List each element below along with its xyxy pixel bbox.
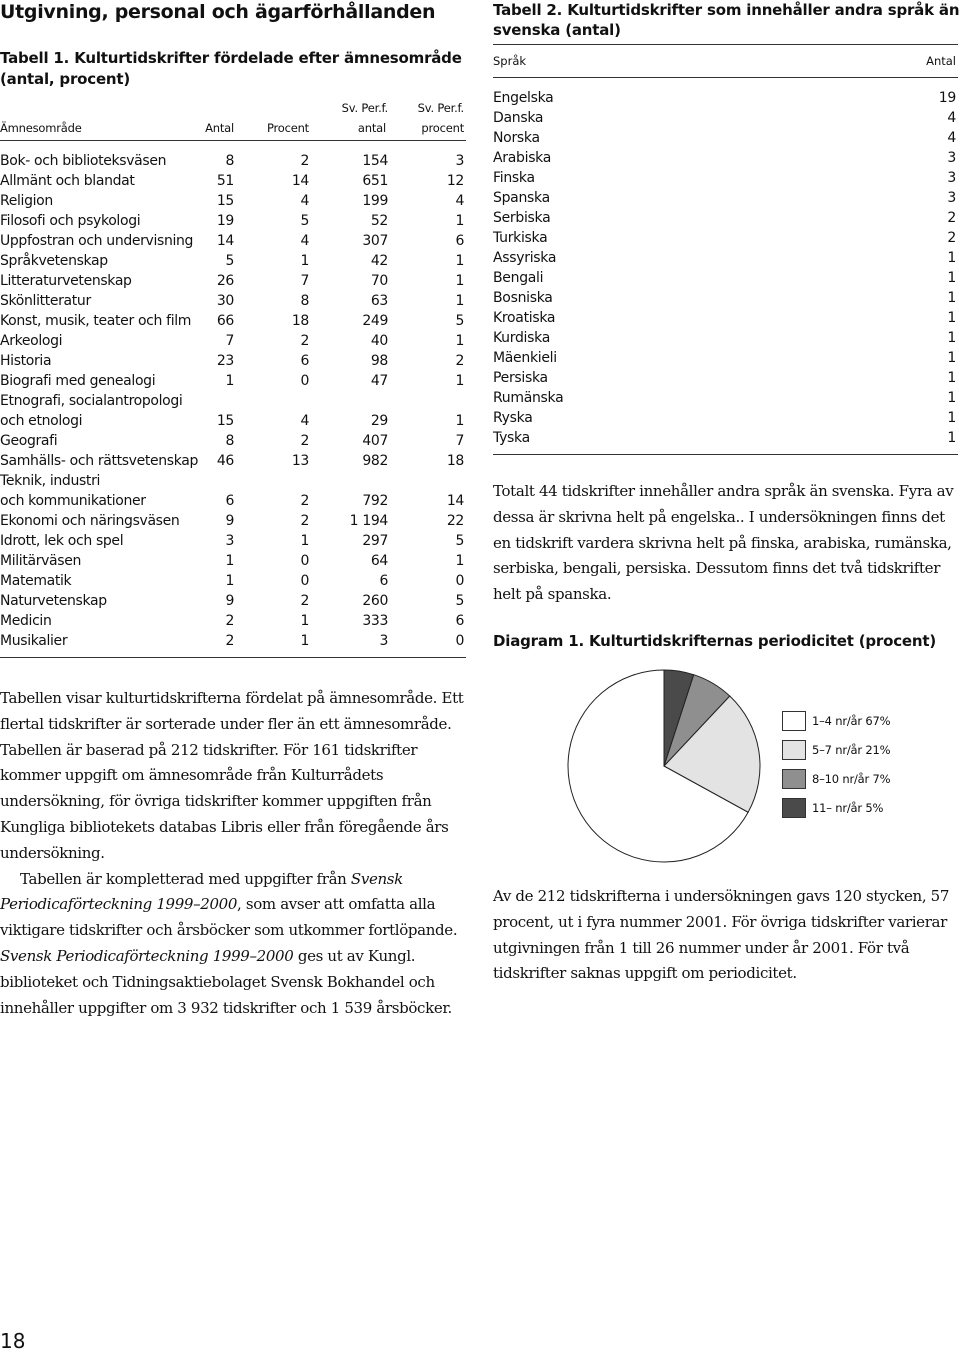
cell-sv-procent: 3	[455, 153, 464, 169]
note-text: Tabellen är kompletterad med uppgifter från	[20, 869, 351, 888]
table-row	[0, 391, 466, 431]
cell-procent: 2	[300, 493, 309, 509]
cell-language: Finska	[493, 170, 535, 186]
page-heading: Utgivning, personal och ägarförhållanden	[0, 1, 436, 23]
cell-sv-procent: 18	[446, 453, 464, 469]
table-row	[493, 428, 958, 448]
table-row	[0, 571, 466, 591]
chart-legend	[782, 711, 932, 827]
table-row	[493, 168, 958, 188]
cell-sv-procent: 1	[455, 213, 464, 229]
languages-note-paragraph: Totalt 44 tidskrifter innehåller andra språk än svenska. Fyra av dessa är skrivna helt på engelska.. I undersökningen finns det en tidskrift vardera skrivna helt på finska, arabiska, rumänska, serbiska, bengali, persiska. Dessutom finns det två tidskrifter helt på spanska.	[493, 482, 954, 604]
cell-antal: 1	[947, 390, 956, 406]
cell-sv-antal: 249	[362, 313, 388, 329]
table1-header	[0, 96, 466, 140]
cell-antal: 1	[947, 410, 956, 426]
table-row	[0, 291, 466, 311]
cell-procent: 0	[300, 553, 309, 569]
table-row	[493, 108, 958, 128]
cell-sv-antal: 40	[370, 333, 388, 349]
cell-sv-antal: 982	[362, 453, 388, 469]
cell-sv-procent: 5	[455, 313, 464, 329]
col-header-antal: Antal	[926, 54, 956, 68]
cell-procent: 4	[300, 233, 309, 249]
col-header-sv-procent-top: Sv. Per.f.	[417, 101, 464, 115]
cell-sv-antal: 651	[362, 173, 388, 189]
cell-procent: 2	[300, 433, 309, 449]
cell-subject	[0, 211, 140, 231]
table-row	[493, 288, 958, 308]
cell-sv-procent: 0	[455, 573, 464, 589]
table1-bottom-rule	[0, 657, 466, 658]
table1-caption: Tabell 1. Kulturtidskrifter fördelade efter ämnesområde (antal, procent)	[0, 49, 462, 88]
cell-sv-antal: 29	[370, 413, 388, 429]
col-header-subject: Ämnesområde	[0, 121, 82, 135]
subject-name: Skönlitteratur	[0, 293, 91, 309]
subject-name: Naturvetenskap	[0, 593, 107, 609]
cell-procent: 1	[300, 633, 309, 649]
cell-sv-procent: 1	[455, 293, 464, 309]
cell-procent: 1	[300, 533, 309, 549]
cell-sv-antal: 1 194	[349, 513, 388, 529]
cell-subject	[0, 351, 51, 371]
cell-procent: 6	[300, 353, 309, 369]
legend-label: 1–4 nr/år 67%	[812, 714, 891, 728]
col-header-sv-antal-top: Sv. Per.f.	[341, 101, 388, 115]
table-row	[493, 268, 958, 288]
cell-language: Ryska	[493, 410, 533, 426]
cell-procent: 2	[300, 513, 309, 529]
cell-subject	[0, 291, 91, 311]
legend-label: 8–10 nr/år 7%	[812, 772, 891, 786]
cell-antal: 9	[225, 513, 234, 529]
legend-item	[782, 740, 932, 769]
table-row	[0, 631, 466, 651]
cell-sv-procent: 4	[455, 193, 464, 209]
cell-antal: 15	[216, 193, 234, 209]
subject-name: Litteraturvetenskap	[0, 273, 132, 289]
cell-sv-procent: 2	[455, 353, 464, 369]
cell-language: Serbiska	[493, 210, 551, 226]
table-row	[493, 348, 958, 368]
cell-procent: 2	[300, 333, 309, 349]
cell-subject	[0, 551, 81, 571]
cell-sv-antal: 154	[362, 153, 388, 169]
page-number: 18	[0, 1329, 26, 1353]
cell-sv-procent: 1	[455, 553, 464, 569]
cell-subject	[0, 611, 51, 631]
periodicity-note-paragraph: Av de 212 tidskrifterna i undersökningen gavs 120 stycken, 57 procent, ut i fyra nummer 2001. För övriga tidskrifter varierar utgivningen från 1 till 26 nummer under år 2001. För två tidskrifter saknas uppgift om periodicitet.	[493, 887, 950, 983]
subject-name: Religion	[0, 193, 53, 209]
cell-sv-procent: 6	[455, 233, 464, 249]
table-row	[493, 228, 958, 248]
table-row	[0, 471, 466, 511]
cell-sv-antal: 297	[362, 533, 388, 549]
cell-antal: 5	[225, 253, 234, 269]
subject-name: Teknik, industri	[0, 473, 101, 489]
cell-subject	[0, 331, 62, 351]
table-row	[0, 151, 466, 171]
cell-sv-antal: 792	[362, 493, 388, 509]
cell-subject	[0, 251, 108, 271]
note-text: ges ut av Kungl. biblioteket och Tidningsaktiebolaget Svensk Bokhandel och innehåller uppgifter om 3 932 tidskrifter och 1 539 årsböcker.	[0, 946, 452, 1017]
cell-sv-procent: 1	[455, 333, 464, 349]
table-row	[0, 311, 466, 331]
table1	[0, 96, 466, 658]
cell-antal: 46	[216, 453, 234, 469]
cell-antal: 9	[225, 593, 234, 609]
table-row	[0, 331, 466, 351]
col-header-sv-antal-bottom: antal	[357, 121, 386, 135]
subject-name: Musikalier	[0, 633, 68, 649]
cell-antal: 1	[947, 350, 956, 366]
cell-sv-antal: 307	[362, 233, 388, 249]
col-header-language: Språk	[493, 54, 527, 68]
cell-sv-antal: 407	[362, 433, 388, 449]
cell-procent: 5	[300, 213, 309, 229]
cell-sv-procent: 1	[455, 273, 464, 289]
legend-label: 5–7 nr/år 21%	[812, 743, 891, 757]
subject-name: Medicin	[0, 613, 52, 629]
table-row	[0, 211, 466, 231]
subject-name: Språkvetenskap	[0, 253, 108, 269]
cell-subject	[0, 471, 146, 511]
cell-antal: 3	[947, 170, 956, 186]
subject-name: Konst, musik, teater och film	[0, 313, 192, 329]
subject-name: Biografi med genealogi	[0, 373, 156, 389]
table1-body	[0, 151, 466, 651]
subject-name: Ekonomi och näringsväsen	[0, 513, 180, 529]
table-row	[0, 371, 466, 391]
table1-header-rule	[0, 140, 466, 141]
cell-subject	[0, 391, 182, 431]
subject-name: Bok- och biblioteksväsen	[0, 153, 167, 169]
cell-subject	[0, 451, 198, 471]
cell-antal: 2	[225, 613, 234, 629]
cell-sv-procent: 5	[455, 533, 464, 549]
cell-sv-procent: 6	[455, 613, 464, 629]
cell-antal: 1	[225, 553, 234, 569]
cell-antal: 8	[225, 153, 234, 169]
cell-sv-antal: 63	[370, 293, 388, 309]
cell-subject	[0, 591, 107, 611]
legend-item	[782, 711, 932, 740]
table-row	[493, 408, 958, 428]
cell-antal: 1	[947, 430, 956, 446]
cell-antal: 3	[947, 150, 956, 166]
cell-subject	[0, 431, 57, 451]
cell-language: Assyriska	[493, 250, 557, 266]
legend-swatch	[782, 798, 806, 818]
subject-name: Historia	[0, 353, 52, 369]
cell-subject	[0, 371, 155, 391]
cell-antal: 66	[216, 313, 234, 329]
cell-language: Turkiska	[493, 230, 548, 246]
table-row	[493, 188, 958, 208]
cell-subject	[0, 171, 135, 191]
table2-header	[493, 45, 958, 77]
cell-language: Spanska	[493, 190, 550, 206]
table2-bottom-rule	[493, 454, 958, 455]
languages-note	[493, 479, 960, 608]
table-row	[0, 251, 466, 271]
note-text: , som avser att omfatta alla viktigare tidskrifter och årsböcker som utkommer fortlöpande.	[0, 895, 458, 940]
cell-antal: 1	[947, 310, 956, 326]
cell-sv-procent: 0	[455, 633, 464, 649]
subject-name: Geografi	[0, 433, 58, 449]
cell-antal: 2	[947, 210, 956, 226]
cell-subject	[0, 151, 166, 171]
cell-sv-procent: 22	[446, 513, 464, 529]
legend-label: 11– nr/år 5%	[812, 801, 884, 815]
table-row	[0, 611, 466, 631]
subject-name: Matematik	[0, 573, 72, 589]
cell-subject	[0, 311, 191, 331]
legend-swatch	[782, 769, 806, 789]
cell-sv-procent: 12	[446, 173, 464, 189]
table-row	[0, 551, 466, 571]
table-row	[493, 208, 958, 228]
cell-antal: 4	[947, 130, 956, 146]
cell-antal: 7	[225, 333, 234, 349]
subject-name: Uppfostran och undervisning	[0, 233, 194, 249]
cell-language: Persiska	[493, 370, 548, 386]
cell-antal: 19	[216, 213, 234, 229]
cell-language: Danska	[493, 110, 544, 126]
cell-antal: 1	[225, 573, 234, 589]
subject-name: Idrott, lek och spel	[0, 533, 124, 549]
cell-language: Engelska	[493, 90, 554, 106]
cell-language: Bosniska	[493, 290, 553, 306]
cell-sv-procent: 1	[455, 253, 464, 269]
cell-antal: 15	[216, 413, 234, 429]
table-row	[493, 368, 958, 388]
cell-language: Bengali	[493, 270, 544, 286]
cell-antal: 1	[947, 370, 956, 386]
cell-sv-antal: 70	[370, 273, 388, 289]
cell-procent: 0	[300, 373, 309, 389]
table-row	[493, 328, 958, 348]
cell-procent: 2	[300, 153, 309, 169]
table-row	[0, 451, 466, 471]
cell-sv-antal: 199	[362, 193, 388, 209]
cell-antal: 1	[947, 290, 956, 306]
cell-language: Tyska	[493, 430, 530, 446]
cell-antal: 8	[225, 433, 234, 449]
subject-name: Militärväsen	[0, 553, 82, 569]
cell-antal: 19	[938, 90, 956, 106]
cell-subject	[0, 531, 123, 551]
table-row	[0, 171, 466, 191]
cell-sv-procent: 5	[455, 593, 464, 609]
cell-antal: 6	[225, 493, 234, 509]
cell-procent: 4	[300, 193, 309, 209]
cell-language: Kurdiska	[493, 330, 550, 346]
cell-language: Norska	[493, 130, 540, 146]
cell-antal: 23	[216, 353, 234, 369]
col-header-antal: Antal	[205, 121, 234, 135]
cell-antal: 1	[947, 250, 956, 266]
cell-sv-procent: 1	[455, 413, 464, 429]
col-header-procent: Procent	[266, 121, 309, 135]
table2-caption: Tabell 2. Kulturtidskrifter som innehåller andra språk än svenska (antal)	[493, 1, 960, 39]
cell-antal: 30	[216, 293, 234, 309]
cell-language: Arabiska	[493, 150, 552, 166]
cell-procent: 14	[291, 173, 309, 189]
cell-antal: 51	[216, 173, 234, 189]
cell-subject	[0, 231, 193, 251]
subject-name: Filosofi och psykologi	[0, 213, 141, 229]
note-title: Svensk Periodicaförteckning 1999–2000	[0, 869, 403, 914]
table-row	[0, 591, 466, 611]
cell-procent: 0	[300, 573, 309, 589]
table1-note	[0, 686, 470, 1021]
cell-antal: 2	[947, 230, 956, 246]
table1-note-paragraph-1: Tabellen visar kulturtidskrifterna fördelat på ämnesområde. Ett flertal tidskrifter är sorterade under fler än ett ämnesområde. Tabellen är baserad på 212 tidskrifter. För 161 tidskrifter kommer uppgift om ämnesområde från Kulturrådets undersökning, för övriga tidskrifter kommer uppgiften från Kungliga bibliotekets databas Libris eller från föregående års undersökning.	[0, 689, 464, 862]
cell-language: Rumänska	[493, 390, 564, 406]
periodicity-note	[493, 884, 960, 987]
subject-name-line2: och kommunikationer	[0, 493, 146, 509]
table-row	[493, 88, 958, 108]
legend-item	[782, 769, 932, 798]
table-row	[0, 511, 466, 531]
table-row	[493, 148, 958, 168]
cell-antal: 2	[225, 633, 234, 649]
table2-body	[493, 88, 958, 448]
table-row	[0, 431, 466, 451]
subject-name: Etnografi, socialantropologi	[0, 393, 183, 409]
cell-sv-antal: 64	[370, 553, 388, 569]
cell-sv-antal: 98	[370, 353, 388, 369]
cell-antal: 3	[225, 533, 234, 549]
table2	[493, 44, 958, 455]
col-header-sv-procent-bottom: procent	[421, 121, 464, 135]
note-title: Svensk Periodicaförteckning 1999–2000	[0, 946, 294, 965]
cell-language: Mäenkieli	[493, 350, 557, 366]
cell-antal: 26	[216, 273, 234, 289]
table-row	[0, 531, 466, 551]
cell-sv-antal: 333	[362, 613, 388, 629]
cell-sv-antal: 6	[379, 573, 388, 589]
cell-antal: 1	[225, 373, 234, 389]
cell-subject	[0, 271, 132, 291]
pie-chart	[566, 668, 762, 864]
table-row	[0, 271, 466, 291]
cell-procent: 18	[291, 313, 309, 329]
cell-sv-antal: 47	[370, 373, 388, 389]
cell-procent: 2	[300, 593, 309, 609]
cell-subject	[0, 511, 179, 531]
cell-procent: 1	[300, 253, 309, 269]
cell-antal: 14	[216, 233, 234, 249]
cell-subject	[0, 191, 53, 211]
cell-antal: 1	[947, 270, 956, 286]
cell-sv-antal: 42	[370, 253, 388, 269]
cell-procent: 1	[300, 613, 309, 629]
table-row	[493, 308, 958, 328]
subject-name: Samhälls- och rättsvetenskap	[0, 453, 199, 469]
subject-name: Arkeologi	[0, 333, 63, 349]
table-row	[0, 351, 466, 371]
subject-name: Allmänt och blandat	[0, 173, 135, 189]
cell-antal: 4	[947, 110, 956, 126]
cell-subject	[0, 571, 71, 591]
table2-header-rule	[493, 77, 958, 78]
cell-subject	[0, 631, 67, 651]
cell-procent: 7	[300, 273, 309, 289]
legend-item	[782, 798, 932, 827]
table-row	[0, 191, 466, 211]
table-row	[0, 231, 466, 251]
diagram-caption: Diagram 1. Kulturtidskrifternas periodicitet (procent)	[493, 632, 936, 650]
cell-language: Kroatiska	[493, 310, 556, 326]
table-row	[493, 388, 958, 408]
cell-sv-antal: 3	[379, 633, 388, 649]
cell-antal: 1	[947, 330, 956, 346]
cell-sv-antal: 260	[362, 593, 388, 609]
cell-antal: 3	[947, 190, 956, 206]
cell-sv-procent: 7	[455, 433, 464, 449]
cell-sv-antal: 52	[370, 213, 388, 229]
legend-swatch	[782, 740, 806, 760]
cell-sv-procent: 1	[455, 373, 464, 389]
cell-procent: 8	[300, 293, 309, 309]
cell-procent: 4	[300, 413, 309, 429]
table1-note-paragraph-2	[0, 867, 470, 1022]
cell-procent: 13	[291, 453, 309, 469]
table-row	[493, 128, 958, 148]
subject-name-line2: och etnologi	[0, 413, 83, 429]
table-row	[493, 248, 958, 268]
legend-swatch	[782, 711, 806, 731]
cell-sv-procent: 14	[446, 493, 464, 509]
